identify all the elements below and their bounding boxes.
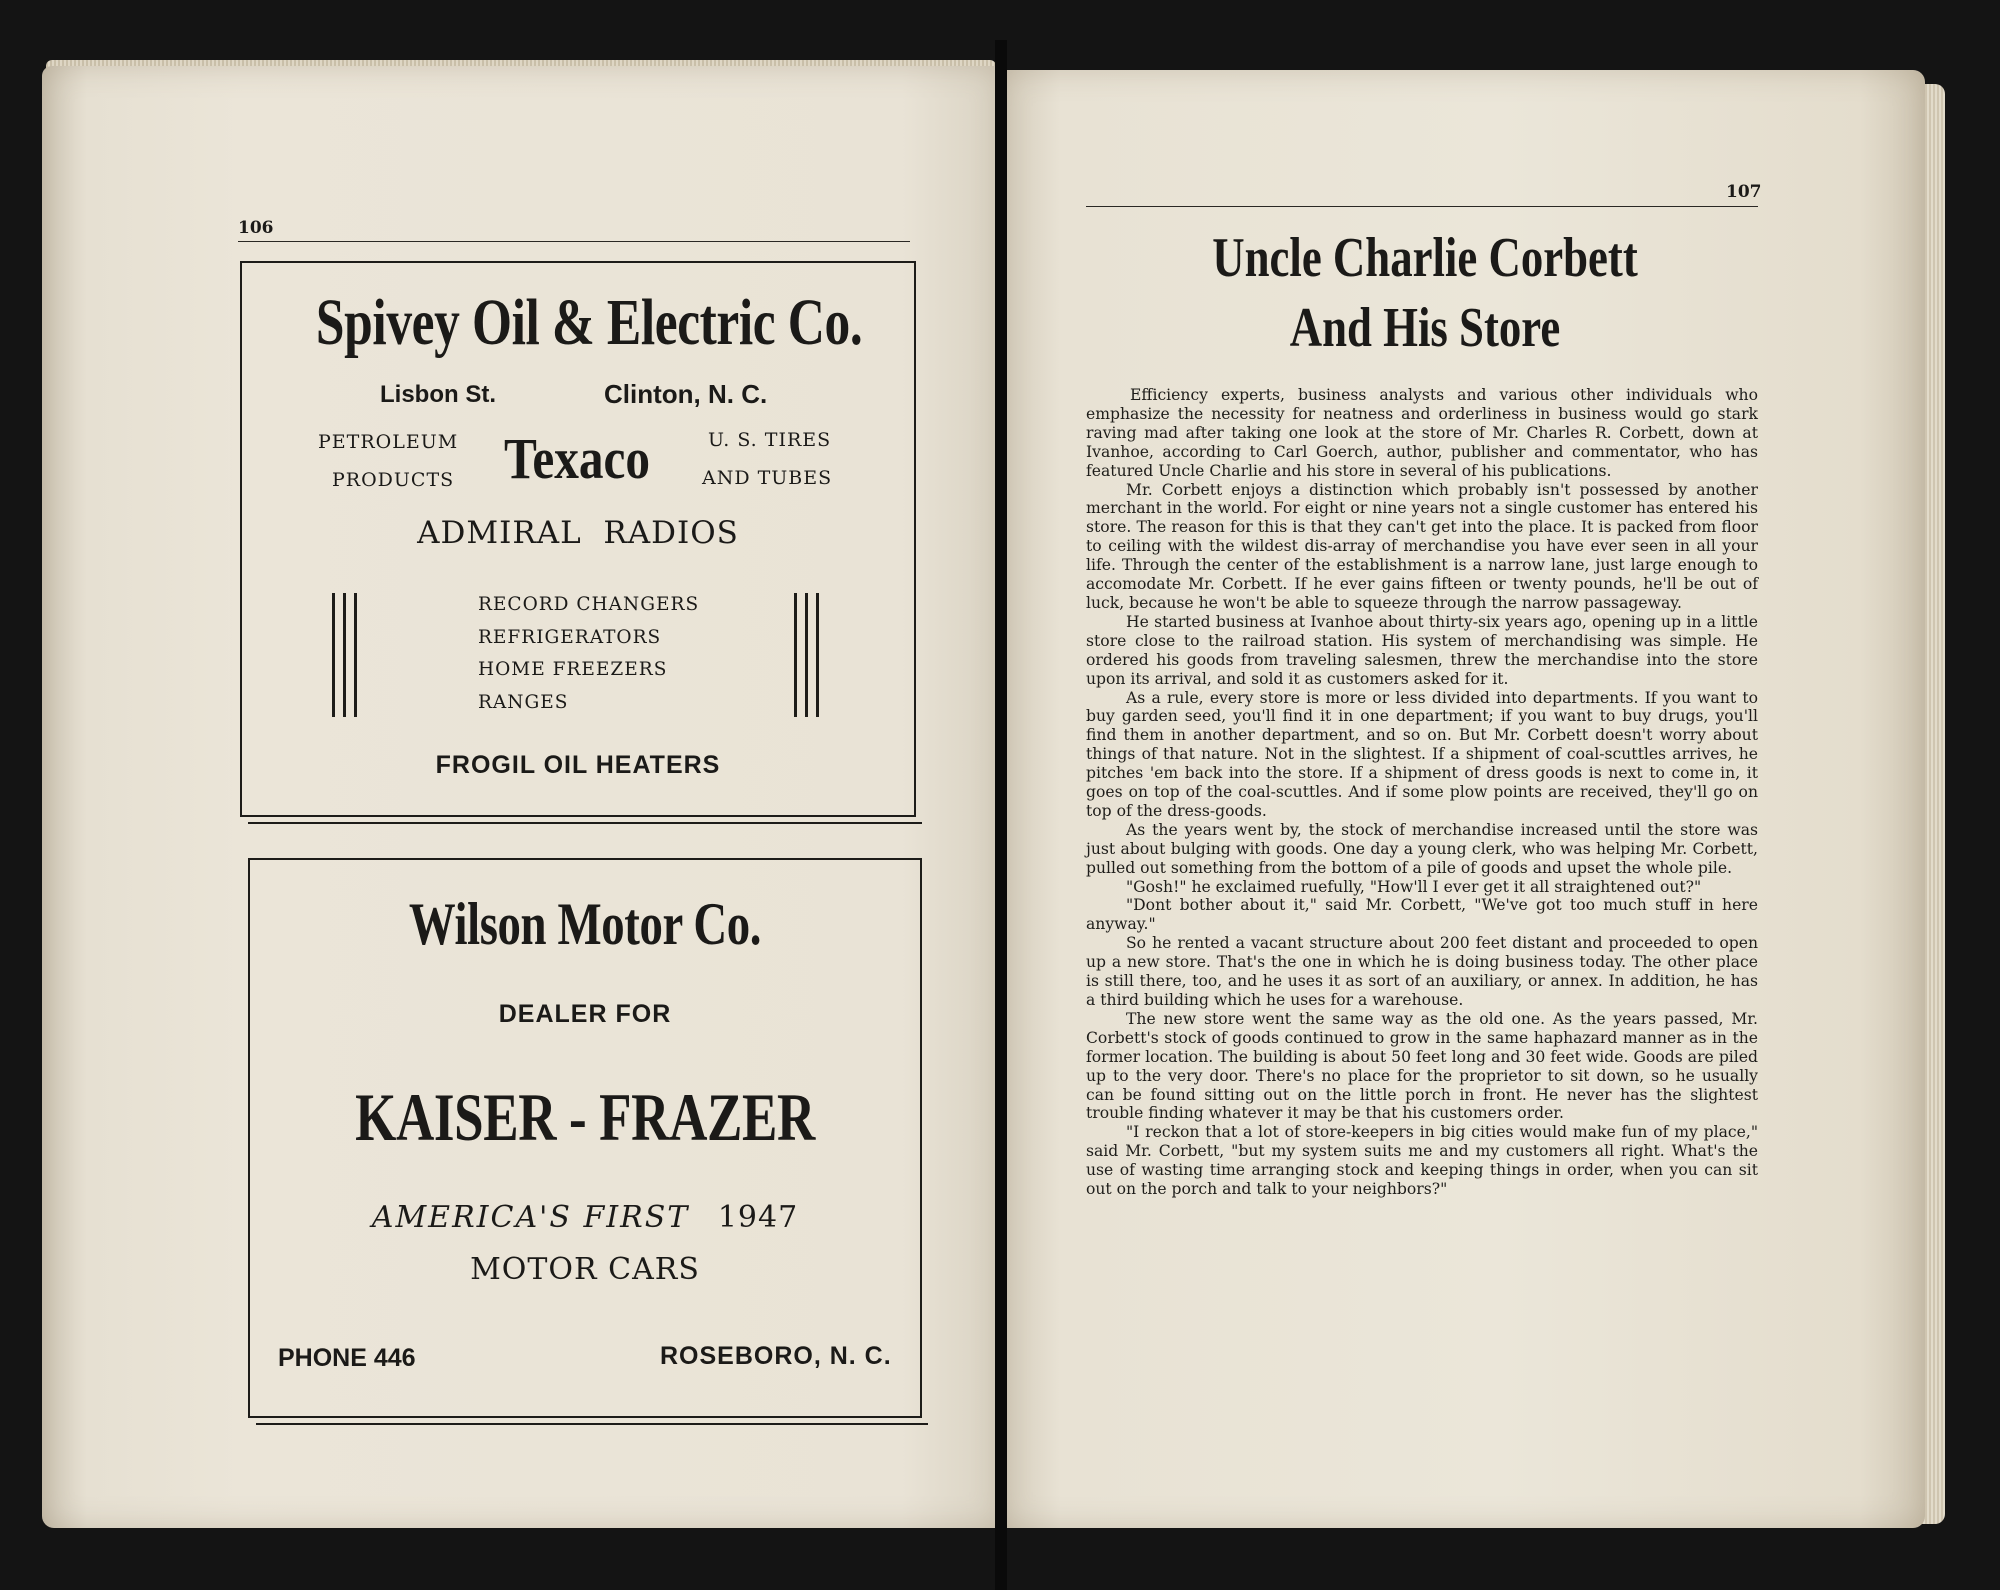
page-number-right: 107 bbox=[1726, 182, 1762, 202]
appliance-item: HOME FREEZERS bbox=[478, 659, 668, 680]
appliance-item: REFRIGERATORS bbox=[478, 626, 662, 648]
article-title-line1: Uncle Charlie Corbett bbox=[1212, 227, 1638, 289]
article-paragraph: As a rule, every store is more or less divided into departments. If you want to buy garden seed, you'll find it in one department; if you want to buy drugs, you'll find them in another department, and so on. But Mr. Corbett doesn't worry about things of that nature. Not in the slightest. If a shipment of coal-scuttles arrives, he pitches 'em back into the store. If a shipment of dress goods is next to come in, it goes on top of the coal-scuttles. And if some plow points are received, they'll go on top of the dress-goods. bbox=[1086, 688, 1758, 820]
slogan-line1 bbox=[250, 1200, 920, 1235]
kaiser-frazer-brand: KAISER - FRAZER bbox=[355, 1079, 815, 1155]
spivey-ad bbox=[240, 261, 916, 817]
spivey-tubes: AND TUBES bbox=[702, 467, 833, 489]
slogan-year: 1947 bbox=[717, 1200, 799, 1235]
decorative-bars-right bbox=[794, 593, 824, 717]
article-paragraph: "Dont bother about it," said Mr. Corbett, "We've got too much stuff in here anyway." bbox=[1086, 896, 1758, 934]
page-number-left: 106 bbox=[238, 218, 274, 238]
article-paragraph: "Gosh!" he exclaimed ruefully, "How'll I ever get it all straightened out?" bbox=[1126, 877, 1702, 896]
spivey-company-name: Spivey Oil & Electric Co. bbox=[315, 286, 863, 359]
article-title-line2: And His Store bbox=[1289, 297, 1561, 359]
article-paragraph: The new store went the same way as the old one. As the years passed, Mr. Corbett's stock of goods continued to grow in the same haphazard manner as in the former location. The building is about 50 feet long and 30 feet wide. Goods are piled up to the very door. There's no place for the proprietor to sit down, so he usually can be found sitting out on the little porch in front. He never has the slightest trouble finding whatever it may be that his customers order. bbox=[1086, 1009, 1758, 1123]
slogan-italic: AMERICA'S FIRST bbox=[371, 1200, 690, 1235]
article-paragraph: Mr. Corbett enjoys a distinction which probably isn't possessed by another merchant in the world. For eight or nine years not a single customer has entered his store. The reason for this is that they can't get into the place. It is packed from floor to ceiling with the wildest dis-array of merchandise you have ever seen in all your life. Through the center of the establishment is a narrow lane, just large enough to accomodate Mr. Corbett. If he ever gains fifteen or twenty pounds, he'll be out of luck, because he won't be able to squeeze through the narrow passageway. bbox=[1086, 480, 1758, 612]
running-rule-right bbox=[1086, 206, 1758, 207]
spivey-petroleum: PETROLEUM bbox=[318, 431, 459, 453]
dealer-for: DEALER FOR bbox=[498, 1000, 672, 1028]
slogan-line2: MOTOR CARS bbox=[470, 1252, 700, 1287]
spivey-street: Lisbon St. bbox=[380, 381, 496, 408]
article-paragraph: "I reckon that a lot of store-keepers in big cities would make fun of my place," said Mr. Corbett, "but my system suits me and my customers all right. What's the use of wasting time arranging stock and keeping things in order, when you can sit out on the porch and talk to your neighbors?" bbox=[1086, 1123, 1758, 1199]
running-rule-left bbox=[238, 241, 910, 242]
spivey-tires: U. S. TIRES bbox=[708, 429, 832, 451]
wilson-phone: PHONE 446 bbox=[278, 1344, 416, 1372]
appliance-list bbox=[478, 589, 699, 719]
admiral-radios: ADMIRAL RADIOS bbox=[417, 515, 739, 551]
frogil-heaters: FROGIL OIL HEATERS bbox=[435, 751, 721, 779]
wilson-location: ROSEBORO, N. C. bbox=[660, 1342, 892, 1370]
spivey-products: PRODUCTS bbox=[332, 469, 455, 491]
article-paragraph: He started business at Ivanhoe about thirty-six years ago, opening up in a little store close to the railroad station. His system of merchandising was simple. He ordered his goods from traveling salesmen, threw the merchandise into the store upon its arrival, and sold it as customers asked for it. bbox=[1086, 612, 1758, 688]
article-paragraph: So he rented a vacant structure about 200 feet distant and proceeded to open up a new store. That's the one in which he is doing business today. The other place is still there, too, and he uses it as sort of an auxiliary, or annex. In addition, he has a third building which he uses for a warehouse. bbox=[1086, 934, 1758, 1009]
article-body bbox=[1086, 386, 1758, 1199]
appliance-item: RECORD CHANGERS bbox=[478, 594, 700, 615]
appliance-item: RANGES bbox=[478, 691, 569, 713]
spivey-city: Clinton, N. C. bbox=[604, 379, 768, 409]
wilson-ad bbox=[248, 858, 922, 1418]
wilson-company-name: Wilson Motor Co. bbox=[408, 891, 762, 957]
article-paragraph: As the years went by, the stock of merchandise increased until the store was just about bulging with goods. One day a young clerk, who was helping Mr. Corbett, pulled out something from the bottom of a pile of goods and upset the whole pile. bbox=[1086, 820, 1758, 877]
texaco-brand: Texaco bbox=[504, 426, 651, 491]
decorative-bars-left bbox=[332, 593, 362, 717]
article-paragraph: Efficiency experts, business analysts and various other individuals who emphasize the necessity for neatness and orderliness in business would go stark raving mad after taking one look at the store of Mr. Charles R. Corbett, down at Ivanhoe, according to Carl Goerch, author, publisher and commentator, who has featured Uncle Charlie and his store in several of his publications. bbox=[1086, 386, 1758, 480]
book-gutter bbox=[995, 40, 1007, 1590]
